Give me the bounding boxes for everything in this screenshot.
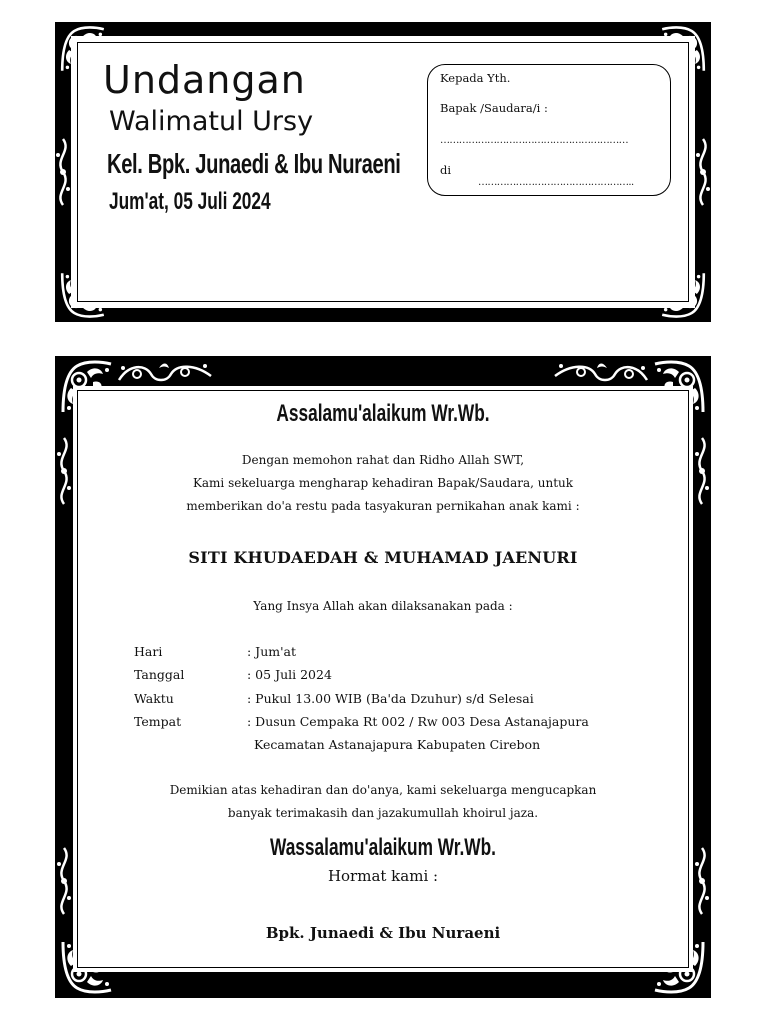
schedule-intro: Yang Insya Allah akan dilaksanakan pada : [253,599,513,613]
address-box [427,64,671,196]
address-recipient-label: Bapak /Saudara/i : [440,101,548,115]
detail-value: : 05 Juli 2024 [247,667,332,682]
signature: Bpk. Junaedi & Ibu Nuraeni [265,924,501,942]
scroll-ornament-icon [115,360,215,386]
side-ornament-icon [691,846,713,916]
detail-value: : Pukul 13.00 WIB (Ba'da Dzuhur) s/d Selesai [247,691,534,706]
closing-line: banyak terimakasih dan jazakumullah khoirul jaza. [227,806,539,820]
regards: Hormat kami : [327,867,439,885]
detail-label: Tanggal [134,667,185,682]
greeting-farewell: Wassalamu'alaikum Wr.Wb. [270,834,496,861]
side-ornament-icon [53,846,75,916]
address-recipient-dots: …………………………………………………… [440,135,629,146]
envelope-card [55,22,711,322]
envelope-title: Undangan [103,58,306,102]
side-ornament-icon [692,137,714,207]
envelope-subtitle: Walimatul Ursy [109,106,314,137]
detail-label: Tempat [134,714,182,729]
intro-line: Dengan memohon rahat dan Ridho Allah SWT, [241,453,525,467]
detail-label: Hari [134,644,163,659]
detail-label: Waktu [134,691,174,706]
address-place-dots: ………………………………………….. [478,177,634,188]
intro-line: Kami sekeluarga mengharap kehadiran Bapak/Saudara, untuk [192,476,574,490]
invitation-panel [73,386,693,972]
side-ornament-icon [691,436,713,506]
closing-line: Demikian atas kehadiran dan do'anya, kami sekeluarga mengucapkan [169,783,597,797]
envelope-date: Jum'at, 05 Juli 2024 [109,188,271,215]
invitation-card [55,356,711,998]
detail-value: : Jum'at [247,644,297,659]
envelope-panel [71,36,695,308]
detail-value: : Dusun Cempaka Rt 002 / Rw 003 Desa Astanajapura [247,714,589,729]
scroll-ornament-icon [551,360,651,386]
intro-line: memberikan do'a restu pada tasyakuran pernikahan anak kami : [186,499,580,513]
couple-names: SITI KHUDAEDAH & MUHAMAD JAENURI [188,548,578,567]
address-place-label: di [440,163,452,177]
greeting-opening: Assalamu'alaikum Wr.Wb. [276,400,490,427]
detail-value-continued: Kecamatan Astanajapura Kabupaten Cirebon [254,737,541,752]
side-ornament-icon [53,436,75,506]
envelope-family: Kel. Bpk. Junaedi & Ibu Nuraeni [107,148,401,179]
address-to: Kepada Yth. [440,71,511,85]
